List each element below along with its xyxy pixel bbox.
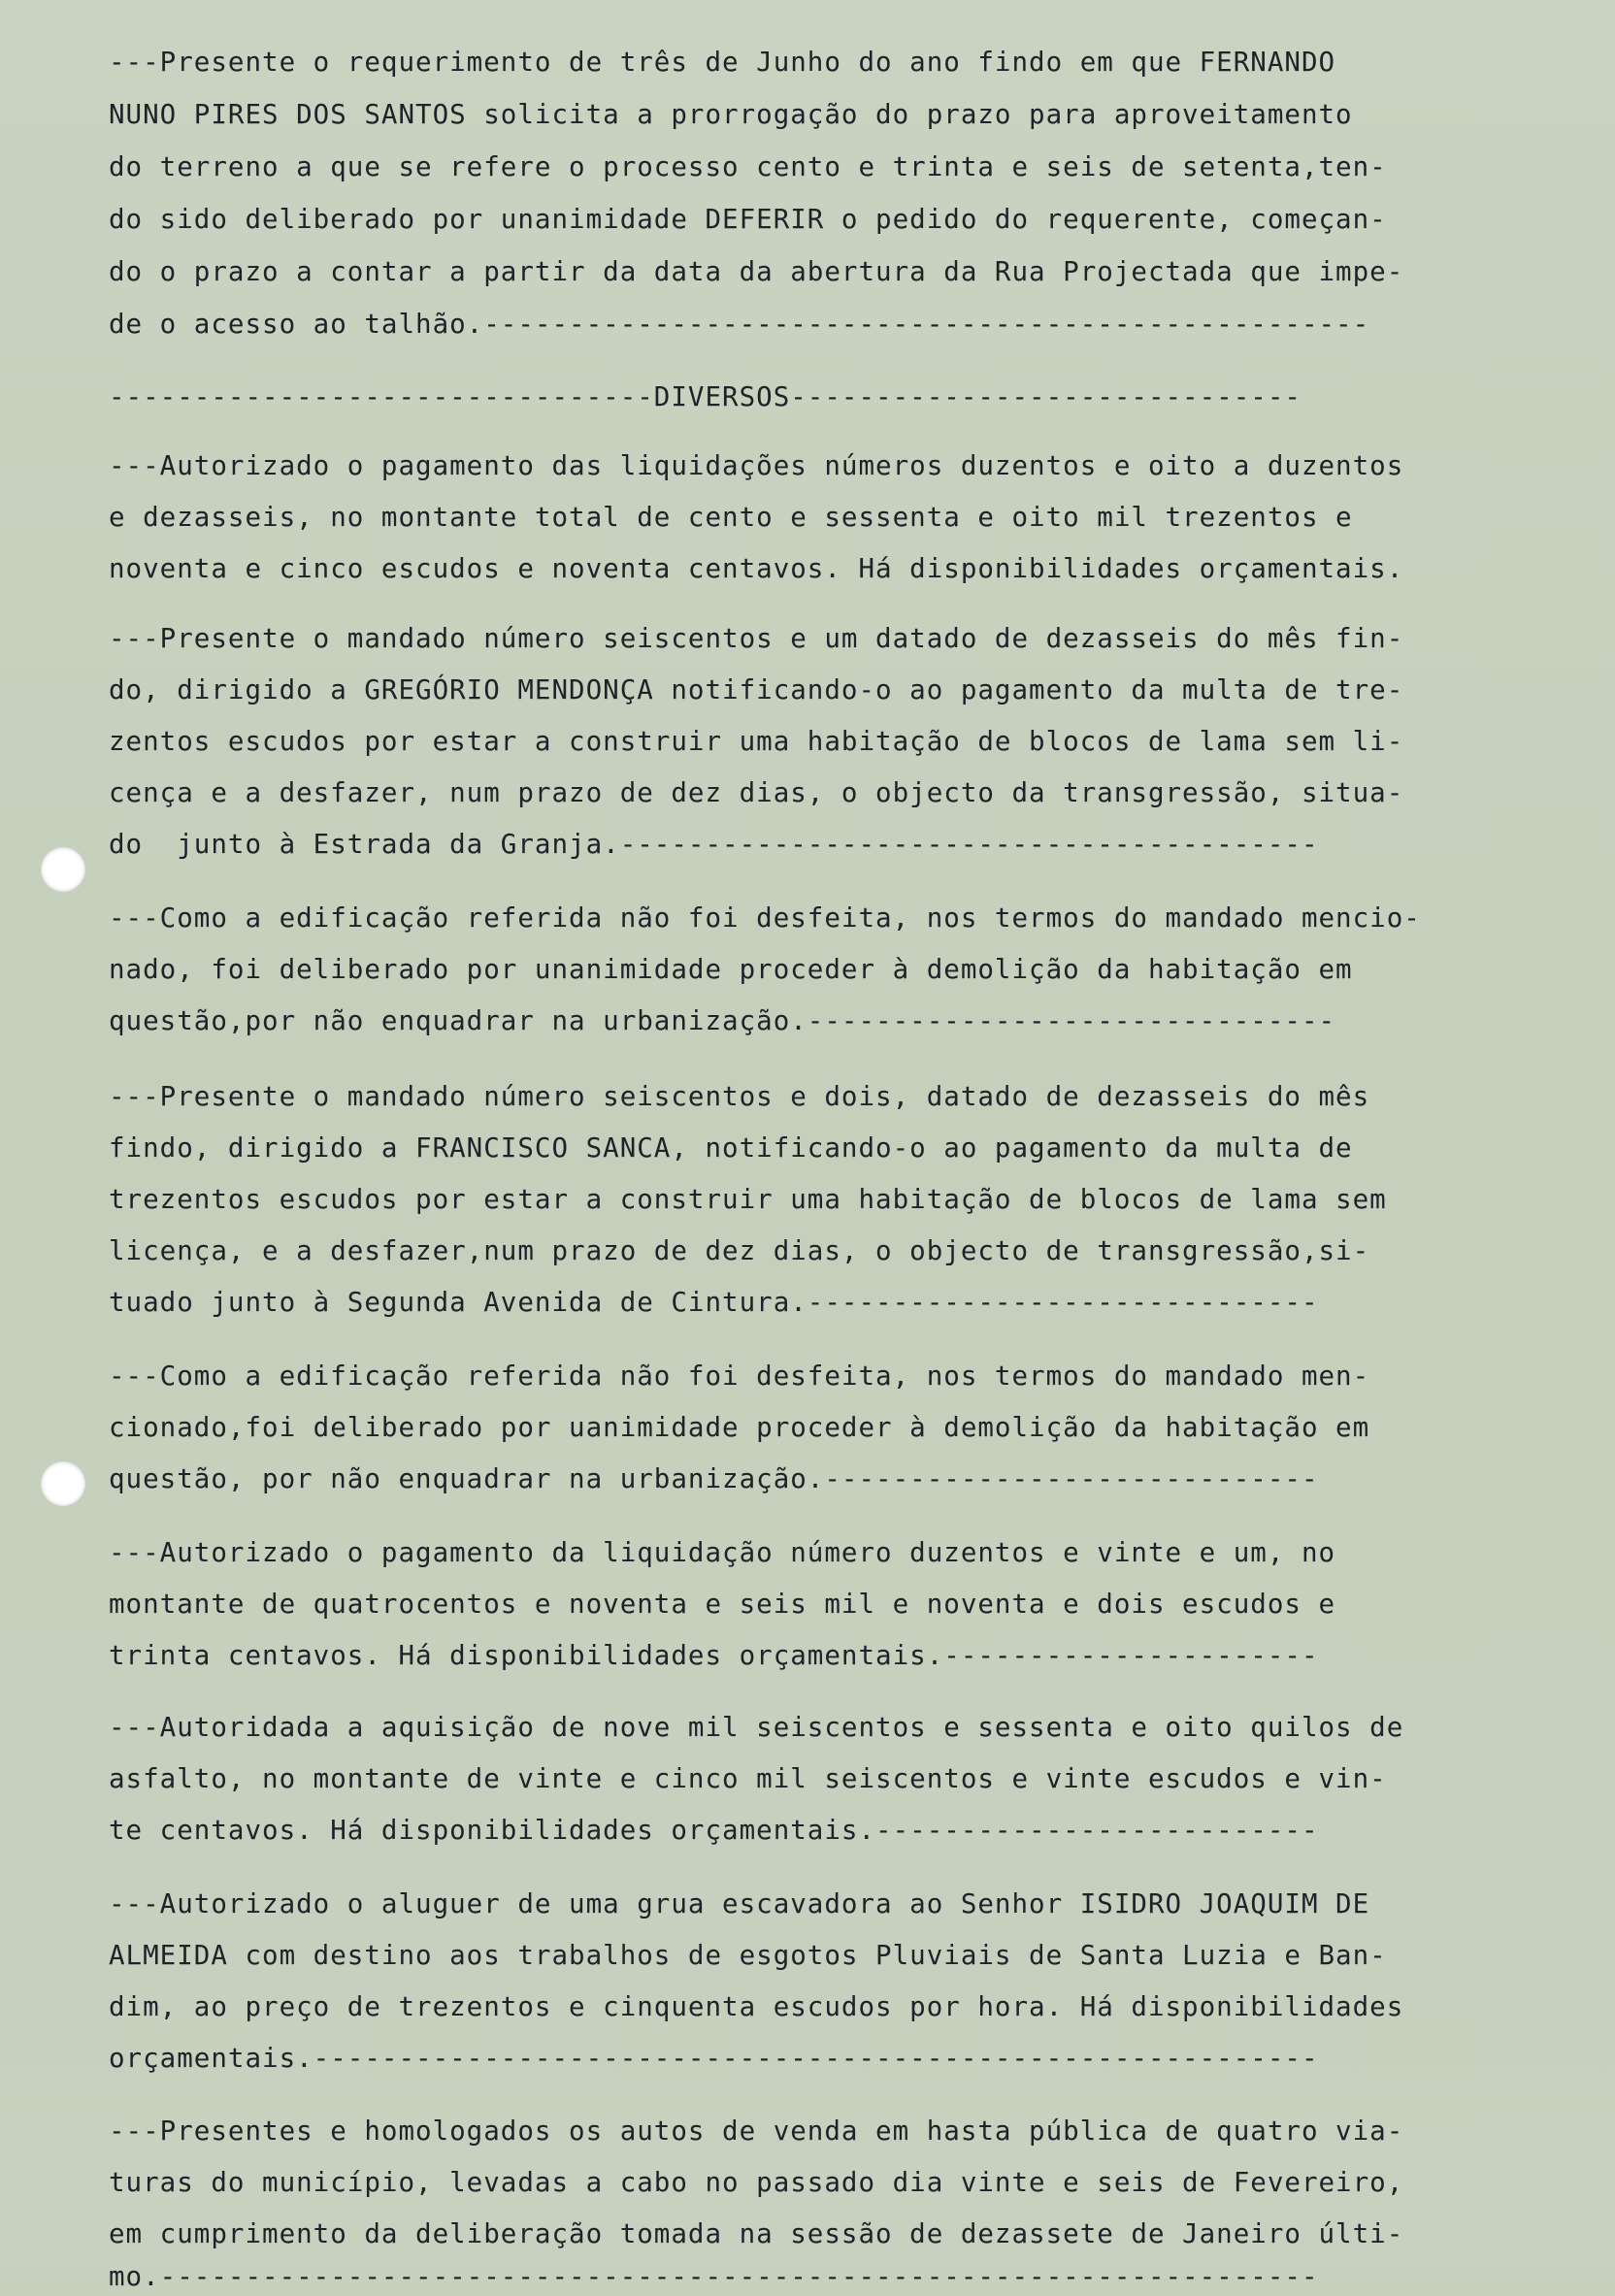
text-line: te centavos. Há disponibilidades orçamentais.-------------------------- [109, 1815, 1319, 1846]
text-line: do terreno a que se refere o processo cento e trinta e seis de setenta,ten- [109, 151, 1387, 182]
text-line: ---Autorizado o aluguer de uma grua escavadora ao Senhor ISIDRO JOAQUIM DE [109, 1888, 1370, 1919]
punch-hole-bottom [41, 1461, 85, 1506]
text-line: trinta centavos. Há disponibilidades orçamentais.---------------------- [109, 1640, 1319, 1671]
text-line: tuado junto à Segunda Avenida de Cintura.------------------------------ [109, 1287, 1319, 1318]
text-line: cionado,foi deliberado por uanimidade proceder à demolição da habitação em [109, 1412, 1370, 1443]
text-line: orçamentais.----------------------------------------------------------- [109, 2043, 1319, 2074]
text-line: findo, dirigido a FRANCISCO SANCA, notificando-o ao pagamento da multa de [109, 1132, 1353, 1164]
text-line: em cumprimento da deliberação tomada na sessão de dezassete de Janeiro últi- [109, 2218, 1404, 2249]
text-line: turas do município, levadas a cabo no passado dia vinte e seis de Fevereiro, [109, 2167, 1404, 2198]
text-line: ---Presente o requerimento de três de Junho do ano findo em que FERNANDO [109, 47, 1336, 78]
text-line: de o acesso ao talhão.---------------------------------------------------- [109, 309, 1370, 340]
text-line: cença e a desfazer, num prazo de dez dias, o objecto da transgressão, situa- [109, 777, 1404, 808]
text-line: montante de quatrocentos e noventa e seis mil e noventa e dois escudos e [109, 1589, 1336, 1620]
text-line: do junto à Estrada da Granja.----------------------------------------- [109, 829, 1319, 860]
text-line: NUNO PIRES DOS SANTOS solicita a prorrogação do prazo para aproveitamento [109, 99, 1353, 130]
text-line: trezentos escudos por estar a construir uma habitação de blocos de lama sem [109, 1184, 1387, 1215]
text-line: licença, e a desfazer,num prazo de dez dias, o objecto de transgressão,si- [109, 1235, 1370, 1266]
text-line: e dezasseis, no montante total de cento e sessenta e oito mil trezentos e [109, 502, 1353, 533]
text-line: ---Presentes e homologados os autos de venda em hasta pública de quatro via- [109, 2116, 1404, 2147]
section-heading-diversos: --------------------------------DIVERSOS------------------------------ [109, 381, 1302, 412]
text-line: dim, ao preço de trezentos e cinquenta escudos por hora. Há disponibilidades [109, 1991, 1404, 2022]
text-line: ---Como a edificação referida não foi desfeita, nos termos do mandado men- [109, 1361, 1370, 1392]
text-line: questão,por não enquadrar na urbanização.------------------------------- [109, 1005, 1336, 1036]
text-line: do, dirigido a GREGÓRIO MENDONÇA notificando-o ao pagamento da multa de tre- [109, 674, 1404, 705]
text-line: ---Presente o mandado número seiscentos e dois, datado de dezasseis do mês [109, 1081, 1370, 1112]
text-line: questão, por não enquadrar na urbanização.----------------------------- [109, 1463, 1319, 1494]
text-line: ALMEIDA com destino aos trabalhos de esgotos Pluviais de Santa Luzia e Ban- [109, 1940, 1387, 1971]
text-line: asfalto, no montante de vinte e cinco mil seiscentos e vinte escudos e vin- [109, 1763, 1387, 1794]
text-line: zentos escudos por estar a construir uma habitação de blocos de lama sem li- [109, 726, 1404, 757]
punch-hole-top [41, 847, 85, 892]
text-line: noventa e cinco escudos e noventa centavos. Há disponibilidades orçamentais. [109, 553, 1404, 584]
text-line: ---Autorizado o pagamento da liquidação número duzentos e vinte e um, no [109, 1537, 1336, 1568]
text-line: ---Presente o mandado número seiscentos e um datado de dezasseis do mês fin- [109, 623, 1404, 654]
text-line: ---Autoridada a aquisição de nove mil seiscentos e sessenta e oito quilos de [109, 1712, 1404, 1743]
text-line: ---Como a edificação referida não foi desfeita, nos termos do mandado mencio- [109, 902, 1421, 934]
text-line: nado, foi deliberado por unanimidade proceder à demolição da habitação em [109, 954, 1353, 985]
text-line: do o prazo a contar a partir da data da abertura da Rua Projectada que impe- [109, 256, 1404, 287]
text-line: mo.-------------------------------------------------------------------- [109, 2261, 1319, 2292]
text-line: do sido deliberado por unanimidade DEFERIR o pedido do requerente, começan- [109, 204, 1387, 235]
text-line: ---Autorizado o pagamento das liquidações números duzentos e oito a duzentos [109, 450, 1404, 481]
